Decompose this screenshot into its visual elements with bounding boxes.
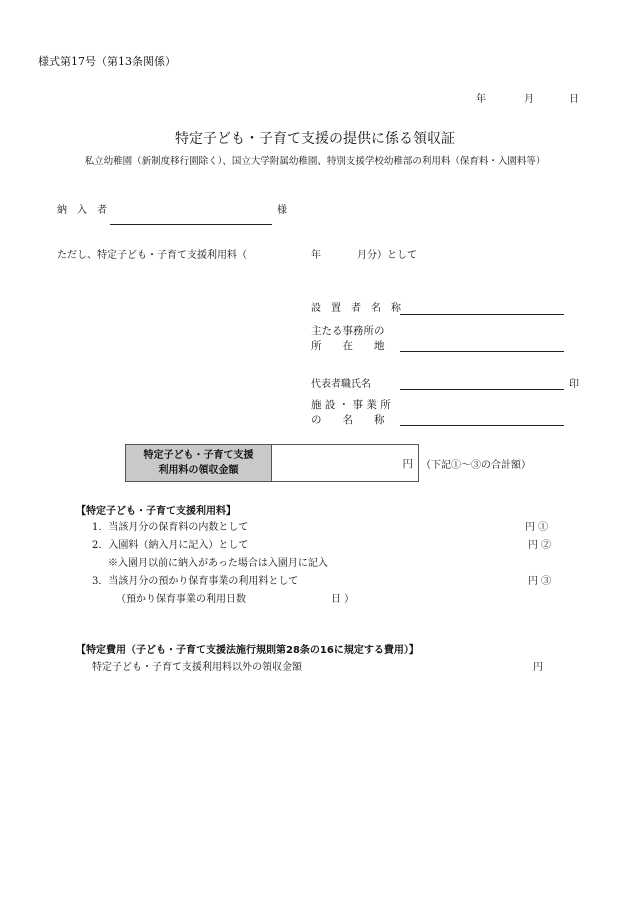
date-day: 日 [569,94,579,105]
office-label-line1: 主たる事務所の [311,325,385,337]
facility-label-line1: 施 設 ・ 事 業 所 [311,399,391,411]
section1-item2-label: 2．入園料（納入月に記入）として [92,540,249,551]
amount-label-line1: 特定子ども・子育て支援 [143,450,254,461]
section1-item2-note: ※入園月以前に納入があった場合は入園月に記入 [108,558,328,569]
establisher-name-line[interactable] [400,314,564,315]
office-address-label [311,324,385,354]
proviso-year: 年 [311,250,321,261]
section1-item1-label: 1．当該月分の保育料の内数として [92,522,249,533]
section2-item-unit: 円 [533,662,543,673]
amount-note: （下記①～③の合計額） [421,460,531,471]
section1-item2-unit: 円 ② [528,540,552,551]
section1-item3-unit: 円 ③ [528,576,552,587]
section1-heading: 【特定子ども・子育て支援利用料】 [76,506,236,517]
section2-heading: 【特定費用（子ども・子育て支援法施行規則第28条の16に規定する費用）】 [76,645,419,656]
section1-item3-days-suffix: 日 ） [331,594,355,605]
proviso-month-suffix: 月分）として [357,250,417,261]
office-label-line2: 所 在 地 [311,340,385,352]
section2-item-label: 特定子ども・子育て支援利用料以外の領収金額 [92,662,302,673]
document-title: 特定子ども・子育て支援の提供に係る領収証 [175,131,455,147]
representative-label: 代表者職氏名 [311,379,371,390]
date-month: 月 [524,94,534,105]
section1-item3-days-prefix: （預かり保育事業の利用日数 [116,594,246,605]
payer-name-line[interactable] [110,224,272,225]
section1-item1-unit: 円 ① [525,522,549,533]
facility-name-label [311,398,391,428]
representative-name-line[interactable] [400,389,564,390]
form-number: 様式第17号（第13条関係） [38,55,176,68]
facility-name-line[interactable] [400,425,564,426]
amount-box [125,444,419,482]
payer-label: 納 入 者 [57,205,107,216]
date-year: 年 [476,94,486,105]
establisher-label: 設 置 者 名 称 [311,303,401,314]
payer-honorific: 様 [277,205,287,216]
amount-unit: 円 [402,458,413,470]
proviso-prefix: ただし、特定子ども・子育て支援利用料（ [57,250,247,261]
office-address-line[interactable] [400,351,564,352]
facility-label-line2: の 名 称 [311,414,385,426]
document-subtitle: 私立幼稚園（新制度移行園除く）、国立大学附属幼稚園、特別支援学校幼稚部の利用料（保育料・入園料等） [84,156,546,167]
amount-box-label [126,445,272,481]
section1-item3-label: 3．当該月分の預かり保育事業の利用料として [92,576,299,587]
amount-label-line2: 利用料の領収金額 [158,465,239,476]
seal-mark: 印 [569,379,579,390]
